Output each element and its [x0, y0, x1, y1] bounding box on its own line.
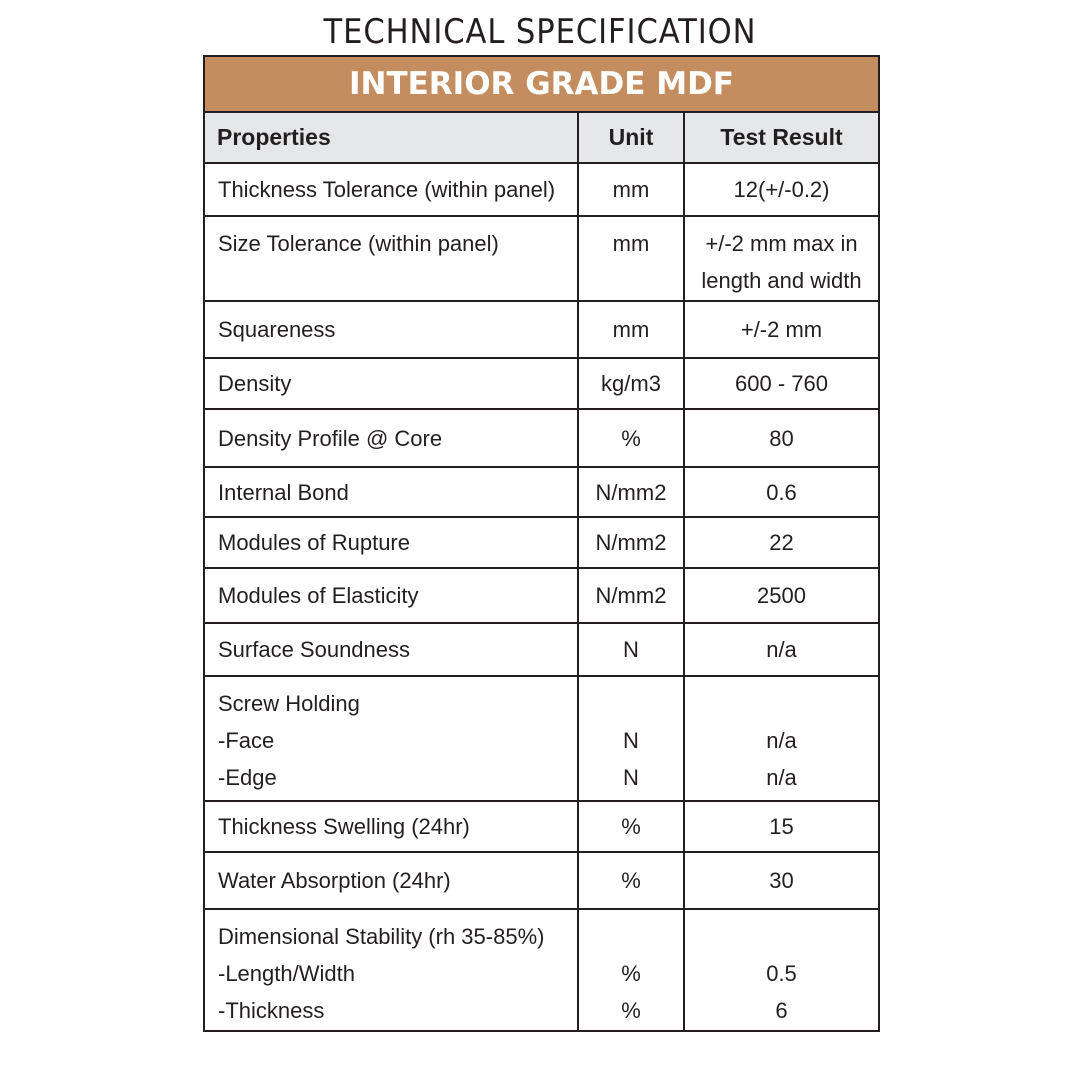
unit-cell-line: %	[621, 998, 641, 1023]
unit-cell	[578, 358, 684, 409]
property-cell-line: Modules of Rupture	[218, 530, 410, 555]
result-cell	[684, 467, 879, 517]
property-cell	[204, 676, 578, 801]
property-cell	[204, 163, 578, 216]
table-row	[204, 409, 879, 467]
result-cell	[684, 409, 879, 467]
table-row	[204, 517, 879, 568]
unit-cell-line: mm	[612, 177, 650, 202]
page-title: TECHNICAL SPECIFICATION	[323, 12, 757, 52]
result-cell-line: length and width	[701, 268, 862, 293]
property-cell	[204, 568, 578, 623]
property-cell-line: Density	[218, 371, 292, 396]
result-cell-line: 15	[769, 814, 794, 839]
result-cell-line: n/a	[766, 728, 797, 753]
result-cell	[684, 163, 879, 216]
table-row	[204, 301, 879, 358]
table-row	[204, 467, 879, 517]
unit-cell-line: %	[621, 814, 641, 839]
unit-cell	[578, 467, 684, 517]
result-cell	[684, 216, 879, 301]
property-cell	[204, 909, 578, 1031]
result-cell	[684, 623, 879, 676]
property-cell-line: Size Tolerance (within panel)	[218, 231, 499, 256]
result-cell-line: n/a	[766, 765, 797, 790]
unit-cell-line: N/mm2	[595, 530, 667, 555]
unit-cell-line: N	[623, 637, 639, 662]
property-cell-line: -Edge	[218, 765, 277, 790]
unit-cell	[578, 216, 684, 301]
unit-cell-line: %	[621, 425, 641, 451]
property-cell	[204, 216, 578, 301]
property-cell-line: Density Profile @ Core	[218, 425, 443, 451]
property-cell-line: Modules of Elasticity	[218, 583, 419, 608]
table-row	[204, 216, 879, 301]
result-cell-line: 600 - 760	[735, 371, 828, 396]
header-properties: Properties	[204, 112, 578, 163]
unit-cell	[578, 409, 684, 467]
unit-cell-line: kg/m3	[601, 371, 661, 396]
table-row	[204, 852, 879, 909]
result-cell-line: 12(+/-0.2)	[733, 177, 830, 202]
result-cell	[684, 358, 879, 409]
property-cell	[204, 301, 578, 358]
property-cell-line: Surface Soundness	[218, 637, 411, 662]
result-cell-line	[685, 918, 878, 955]
unit-cell-line: mm	[612, 231, 650, 256]
property-cell-line: Dimensional Stability (rh 35-85%)	[218, 924, 545, 949]
unit-cell	[578, 852, 684, 909]
property-cell-line: Water Absorption (24hr)	[218, 868, 451, 893]
table-row	[204, 163, 879, 216]
property-cell-line: Thickness Swelling (24hr)	[218, 814, 470, 839]
property-cell	[204, 517, 578, 568]
property-cell-line: Internal Bond	[218, 479, 349, 505]
result-cell	[684, 801, 879, 852]
table-row	[204, 623, 879, 676]
property-cell	[204, 409, 578, 467]
property-cell	[204, 852, 578, 909]
result-cell-line: 6	[775, 998, 788, 1023]
property-cell-line: -Length/Width	[218, 961, 355, 986]
result-cell	[684, 517, 879, 568]
result-cell	[684, 568, 879, 623]
result-cell	[684, 676, 879, 801]
unit-cell-line: mm	[612, 317, 650, 342]
property-cell-line: Screw Holding	[218, 691, 360, 716]
unit-cell	[578, 909, 684, 1031]
spec-table	[203, 55, 880, 1032]
property-cell-line: -Thickness	[218, 998, 325, 1023]
result-cell	[684, 909, 879, 1031]
table-row	[204, 801, 879, 852]
result-cell-line: +/-2 mm max in	[705, 231, 858, 256]
property-cell	[204, 358, 578, 409]
result-cell-line: 0.5	[766, 961, 797, 986]
grade-banner: INTERIOR GRADE MDF	[204, 56, 879, 112]
unit-cell-line: N	[623, 728, 639, 753]
unit-cell-line: N	[623, 765, 639, 790]
unit-cell-line	[579, 918, 683, 955]
property-cell-line: -Face	[218, 728, 275, 753]
unit-cell	[578, 568, 684, 623]
result-cell-line: 22	[769, 530, 794, 555]
table-row	[204, 358, 879, 409]
unit-cell-line: %	[621, 868, 641, 893]
unit-cell-line: %	[621, 961, 641, 986]
result-cell-line: 30	[769, 868, 794, 893]
header-unit: Unit	[578, 112, 684, 163]
unit-cell	[578, 301, 684, 358]
result-cell-line	[685, 685, 878, 722]
header-test-result: Test Result	[684, 112, 879, 163]
unit-cell	[578, 801, 684, 852]
property-cell-line: Thickness Tolerance (within panel)	[218, 177, 556, 202]
table-row	[204, 568, 879, 623]
table-row	[204, 909, 879, 1031]
unit-cell	[578, 517, 684, 568]
property-cell	[204, 623, 578, 676]
unit-cell	[578, 163, 684, 216]
unit-cell	[578, 623, 684, 676]
property-cell	[204, 467, 578, 517]
result-cell-line: 2500	[757, 583, 806, 608]
property-cell-line: Squareness	[218, 317, 336, 342]
result-cell	[684, 852, 879, 909]
table-row	[204, 676, 879, 801]
result-cell-line: 80	[769, 425, 794, 451]
unit-cell	[578, 676, 684, 801]
result-cell-line: n/a	[766, 637, 797, 662]
result-cell-line: 0.6	[766, 479, 797, 505]
result-cell-line: +/-2 mm	[740, 317, 823, 342]
property-cell	[204, 801, 578, 852]
unit-cell-line: N/mm2	[595, 583, 667, 608]
unit-cell-line	[579, 685, 683, 722]
unit-cell-line: N/mm2	[595, 479, 667, 505]
result-cell	[684, 301, 879, 358]
